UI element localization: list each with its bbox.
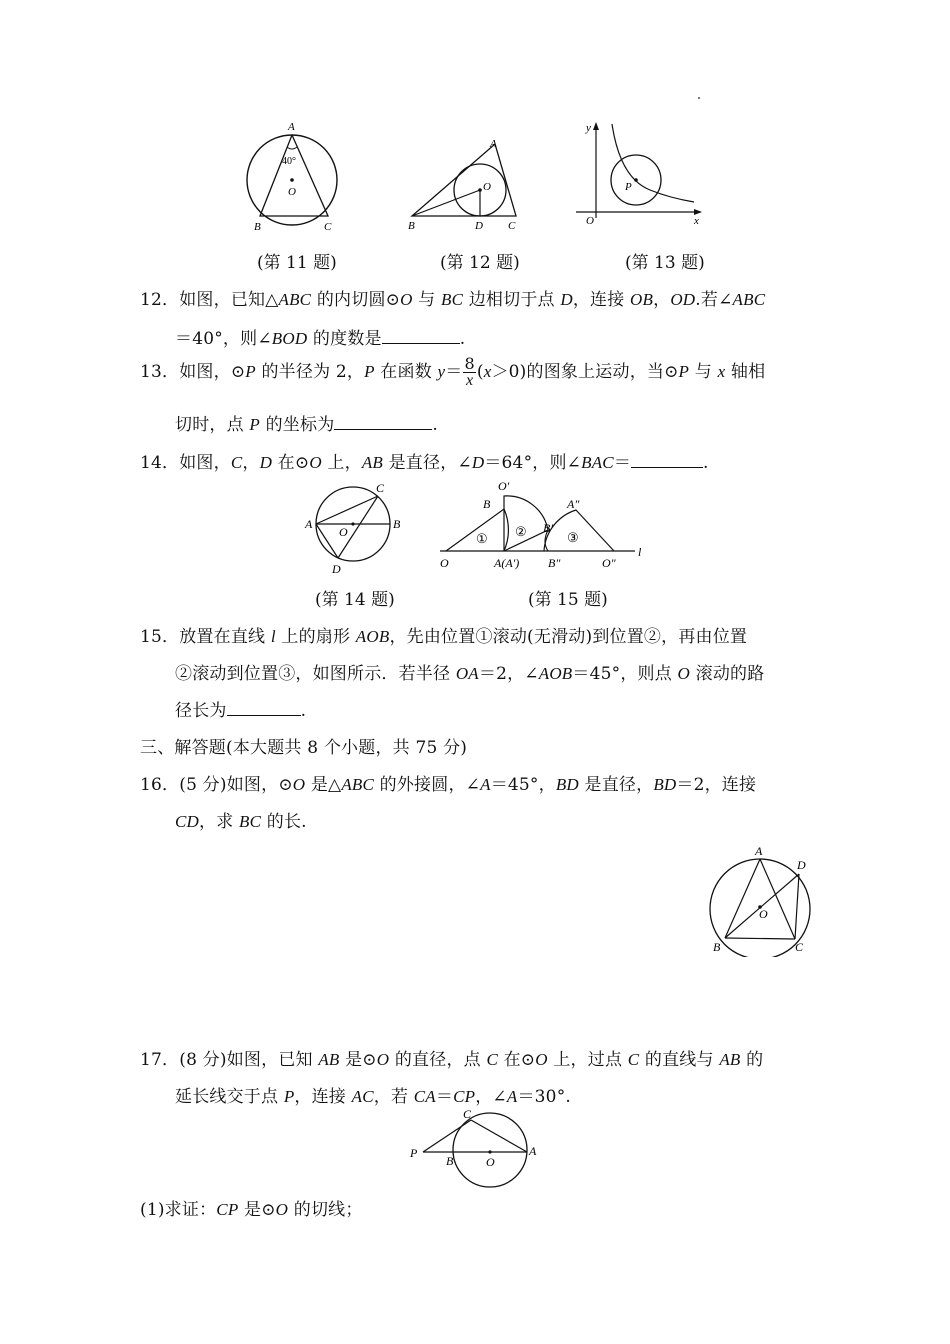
q17-line1: 17．(8 分)如图，已知 AB 是⊙O 的直径，点 C 在⊙O 上，过点 C 的直线与 AB 的 bbox=[140, 1050, 764, 1070]
q15-answer-blank[interactable] bbox=[227, 701, 301, 716]
q15-line2: ②滚动到位置③，如图所示．若半径 OA＝2，∠AOB＝45°，则点 O 滚动的路 bbox=[175, 664, 765, 684]
q13-line2: 切时，点 P 的坐标为 . bbox=[175, 415, 439, 435]
svg-text:②: ② bbox=[515, 524, 527, 539]
q17-line2: 延长线交于点 P，连接 AC，若 CA＝CP，∠A＝30°. bbox=[175, 1087, 572, 1107]
svg-text:A(A′): A(A′) bbox=[494, 556, 520, 570]
svg-text:l: l bbox=[638, 545, 642, 559]
q16-line1: 16．(5 分)如图，⊙O 是△ABC 的外接圆，∠A＝45°，BD 是直径，BD＝2，连接 bbox=[140, 775, 757, 795]
svg-text:O: O bbox=[288, 186, 296, 198]
svg-text:y: y bbox=[586, 122, 591, 134]
caption-11: (第 11 题) bbox=[257, 253, 337, 273]
section-3-heading: 三、解答题(本大题共 8 个小题，共 75 分) bbox=[140, 738, 468, 758]
svg-text:A: A bbox=[755, 844, 763, 858]
svg-text:B″: B″ bbox=[548, 556, 561, 570]
svg-text:D: D bbox=[332, 562, 341, 576]
svg-text:O: O bbox=[586, 215, 594, 227]
figure-16 bbox=[705, 842, 820, 957]
caption-13: (第 13 题) bbox=[625, 253, 705, 273]
corner-mark bbox=[698, 97, 700, 99]
svg-text:C: C bbox=[795, 940, 804, 954]
q16-line2: CD，求 BC 的长. bbox=[175, 812, 307, 832]
q13-line1: 13．如图，⊙P 的半径为 2，P 在函数 y＝ $\frac{8}{x}$ (x＞0)的图象上运动，当⊙P 与 x 轴相 bbox=[140, 354, 766, 389]
svg-text:③: ③ bbox=[567, 530, 579, 545]
svg-text:C: C bbox=[463, 1108, 472, 1121]
q17-sub1: (1)求证：CP 是⊙O 的切线； bbox=[140, 1200, 363, 1220]
svg-text:D: D bbox=[475, 220, 483, 232]
figure-12 bbox=[400, 132, 530, 234]
svg-text:B: B bbox=[408, 220, 415, 232]
svg-text:C: C bbox=[376, 481, 385, 495]
svg-text:P: P bbox=[625, 181, 632, 193]
caption-12: (第 12 题) bbox=[440, 253, 520, 273]
svg-text:B: B bbox=[446, 1154, 454, 1168]
svg-text:A: A bbox=[490, 138, 497, 150]
q13-answer-blank[interactable] bbox=[334, 415, 432, 430]
figure-11 bbox=[240, 118, 350, 236]
svg-text:A″: A″ bbox=[567, 497, 580, 511]
svg-text:O′: O′ bbox=[498, 479, 510, 493]
q15-line3: 径长为 . bbox=[175, 701, 307, 721]
svg-text:A: A bbox=[305, 517, 313, 531]
svg-text:x: x bbox=[694, 215, 699, 227]
svg-text:B: B bbox=[393, 517, 401, 531]
svg-text:B: B bbox=[483, 497, 491, 511]
svg-text:O: O bbox=[483, 181, 491, 193]
svg-text:①: ① bbox=[476, 531, 488, 546]
svg-text:D: D bbox=[797, 858, 806, 872]
figure-15 bbox=[430, 478, 655, 570]
figure-13 bbox=[570, 118, 705, 228]
svg-text:B: B bbox=[713, 940, 721, 954]
svg-text:B: B bbox=[254, 221, 261, 233]
svg-text:C: C bbox=[324, 221, 332, 233]
q15-line1: 15．放置在直线 l 上的扇形 AOB，先由位置①滚动(无滑动)到位置②，再由位置 bbox=[140, 627, 748, 647]
svg-text:O: O bbox=[759, 907, 768, 921]
svg-text:O: O bbox=[486, 1155, 495, 1169]
svg-text:B′: B′ bbox=[543, 521, 553, 535]
fraction-8-over-x: $\frac{8}{x}$ bbox=[464, 354, 475, 389]
figure-14 bbox=[300, 480, 410, 580]
q12-line1: 12．如图，已知△ABC 的内切圆⊙O 与 BC 边相切于点 D，连接 OB，OD.若∠ABC bbox=[140, 290, 766, 310]
svg-text:40°: 40° bbox=[282, 156, 296, 167]
q12-answer-blank[interactable] bbox=[382, 329, 460, 344]
svg-text:O: O bbox=[339, 525, 348, 539]
caption-14: (第 14 题) bbox=[315, 590, 395, 610]
figure-17 bbox=[405, 1108, 550, 1188]
caption-15: (第 15 题) bbox=[528, 590, 608, 610]
svg-text:O: O bbox=[440, 556, 449, 570]
q14-line1: 14．如图，C，D 在⊙O 上，AB 是直径，∠D＝64°，则∠BAC＝ . bbox=[140, 453, 709, 473]
svg-text:O″: O″ bbox=[602, 556, 616, 570]
svg-text:A: A bbox=[288, 121, 295, 133]
svg-text:C: C bbox=[508, 220, 516, 232]
svg-text:P: P bbox=[410, 1146, 418, 1160]
svg-text:A: A bbox=[529, 1144, 537, 1158]
q14-answer-blank[interactable] bbox=[631, 453, 703, 468]
q12-line2: ＝40°，则∠BOD 的度数是 . bbox=[175, 329, 466, 349]
